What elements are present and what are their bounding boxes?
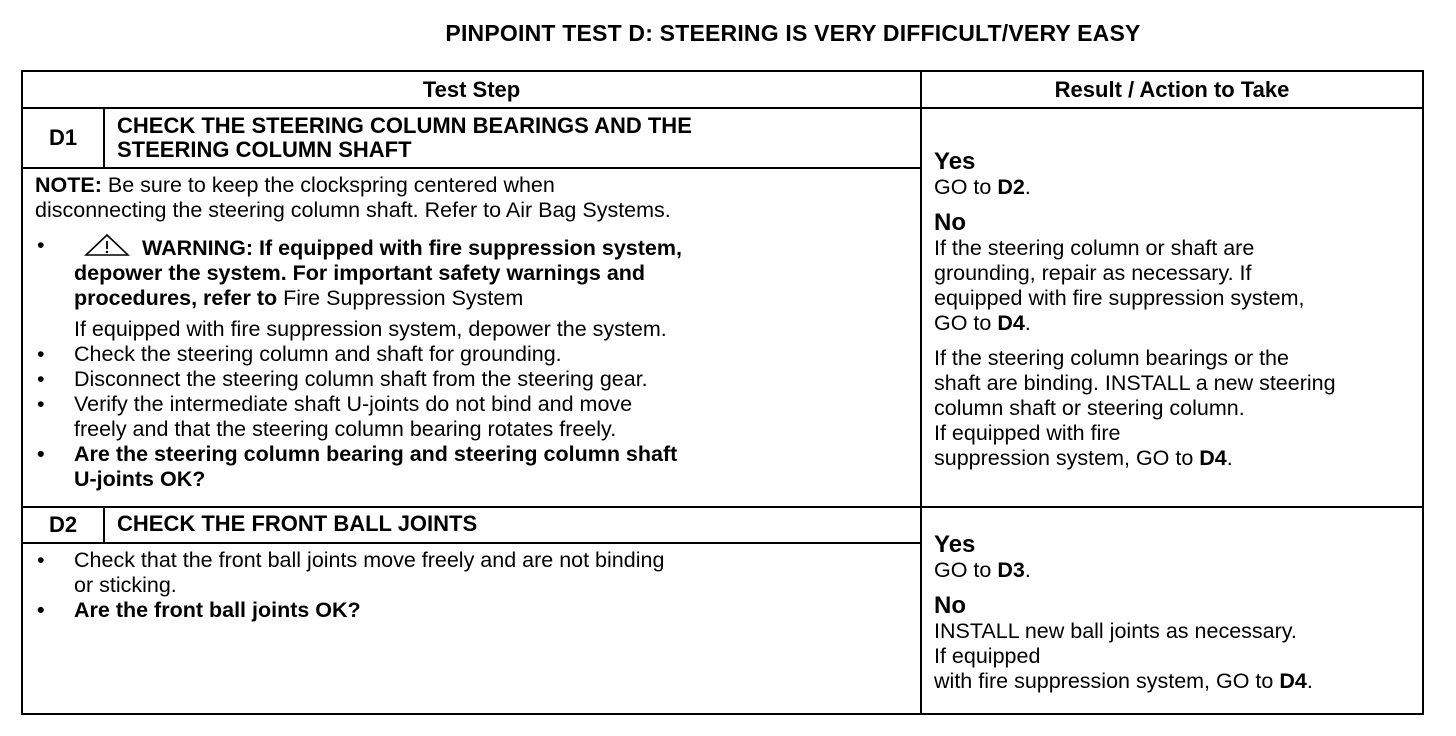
bullet: • bbox=[37, 367, 45, 391]
d1-no-label: No bbox=[934, 208, 967, 236]
d2-b1-line2: or sticking. bbox=[74, 573, 177, 597]
step-d2-result bbox=[921, 507, 1423, 714]
d1-warning-label: WARNING: bbox=[142, 236, 254, 260]
step-d1-title-line2: STEERING COLUMN SHAFT bbox=[117, 137, 412, 162]
d1-warning-bold1: If equipped with fire suppression system, bbox=[253, 236, 682, 260]
d2-yes-text: GO to bbox=[934, 557, 998, 582]
d1-no-l9 bbox=[934, 446, 1410, 471]
bullet: • bbox=[37, 598, 45, 622]
step-d2-content bbox=[22, 543, 921, 714]
page-title: PINPOINT TEST D: STEERING IS VERY DIFFICULT/VERY EASY bbox=[445, 20, 1141, 46]
bullet: • bbox=[37, 392, 45, 416]
d1-q-line2: U-joints OK? bbox=[74, 467, 206, 491]
d1-no-dot1: . bbox=[1024, 310, 1031, 335]
d1-note bbox=[35, 173, 908, 198]
d2-no-dot: . bbox=[1306, 668, 1313, 693]
d2-bullet-1 bbox=[35, 548, 908, 598]
d1-warning-bold3: procedures, refer to bbox=[74, 286, 278, 310]
d1-b1: Check the steering column and shaft for grounding. bbox=[74, 342, 562, 366]
d1-warning-action: If equipped with fire suppression system, depower the system. bbox=[74, 317, 667, 341]
d1-no-target2: D4 bbox=[1199, 445, 1227, 470]
header-result: Result / Action to Take bbox=[921, 71, 1423, 108]
d2-no-l1: INSTALL new ball joints as necessary. bbox=[934, 618, 1297, 643]
d1-b2: Disconnect the steering column shaft from the steering gear. bbox=[74, 367, 648, 391]
d1-bullet-1 bbox=[35, 342, 908, 367]
d1-warning-line3 bbox=[74, 286, 908, 311]
d2-no-l2: If equipped bbox=[934, 643, 1041, 668]
d1-no-goto: GO to bbox=[934, 310, 998, 335]
d1-note-line1: Be sure to keep the clockspring centered when bbox=[101, 173, 555, 197]
step-d1-result bbox=[921, 108, 1423, 507]
d1-no-dot2: . bbox=[1226, 445, 1233, 470]
d1-no-l5: If the steering column bearings or the bbox=[934, 345, 1289, 370]
bullet: • bbox=[37, 342, 45, 366]
bullet: • bbox=[37, 442, 45, 466]
d2-yes-label: Yes bbox=[934, 530, 976, 558]
d1-yes-target: D2 bbox=[997, 174, 1025, 199]
d2-q: Are the front ball joints OK? bbox=[74, 598, 361, 622]
d1-yes-action bbox=[934, 175, 1410, 200]
step-d2-title: CHECK THE FRONT BALL JOINTS bbox=[104, 507, 921, 543]
step-d1-content bbox=[22, 168, 921, 507]
d1-no-l4 bbox=[934, 311, 1410, 336]
d1-note-line2: disconnecting the steering column shaft. Refer to Air Bag Systems. bbox=[35, 198, 671, 222]
d1-note-label: NOTE: bbox=[35, 173, 102, 197]
d1-no-l6: shaft are binding. INSTALL a new steering bbox=[934, 370, 1336, 395]
d1-no-l7: column shaft or steering column. bbox=[934, 395, 1245, 420]
d1-yes-end: . bbox=[1024, 174, 1031, 199]
d1-bullet-2 bbox=[35, 367, 908, 392]
d2-question bbox=[35, 598, 908, 623]
d1-b3-line2: freely and that the steering column bearing rotates freely. bbox=[74, 417, 617, 441]
d1-yes-label: Yes bbox=[934, 147, 976, 175]
d2-no-goto: with fire suppression system, GO to bbox=[934, 668, 1280, 693]
d1-no-l8: If equipped with fire bbox=[934, 420, 1121, 445]
step-id-d1: D1 bbox=[22, 108, 104, 168]
d2-b1-line1: Check that the front ball joints move freely and are not binding bbox=[74, 548, 665, 572]
d1-warning-ref: Fire Suppression System bbox=[277, 286, 524, 310]
d1-warning-item bbox=[35, 233, 908, 342]
d2-no-label: No bbox=[934, 591, 967, 619]
d1-warning-line1 bbox=[74, 233, 908, 261]
d1-no-l3: equipped with fire suppression system, bbox=[934, 285, 1305, 310]
d1-no-goto2: suppression system, GO to bbox=[934, 445, 1200, 470]
d1-no-target1: D4 bbox=[997, 310, 1025, 335]
d1-question bbox=[35, 442, 908, 492]
d1-yes-text: GO to bbox=[934, 174, 998, 199]
d1-bullet-3 bbox=[35, 392, 908, 442]
step-d2-title-row bbox=[22, 507, 1423, 543]
step-d1-title-row bbox=[22, 108, 1423, 168]
pinpoint-test-table bbox=[21, 70, 1424, 715]
d2-yes-action bbox=[934, 558, 1410, 583]
d2-yes-target: D3 bbox=[997, 557, 1025, 582]
d1-warning-line2: depower the system. For important safety warnings and bbox=[74, 261, 646, 285]
step-id-d2: D2 bbox=[22, 507, 104, 543]
d2-no-l3 bbox=[934, 669, 1410, 694]
d1-no-l2: grounding, repair as necessary. If bbox=[934, 260, 1252, 285]
step-d1-title-line1: CHECK THE STEERING COLUMN BEARINGS AND THE bbox=[117, 113, 692, 138]
bullet: • bbox=[37, 548, 45, 572]
d1-b3-line1: Verify the intermediate shaft U-joints do not bind and move bbox=[74, 392, 633, 416]
warning-triangle-icon bbox=[84, 233, 130, 257]
d2-yes-dot: . bbox=[1024, 557, 1031, 582]
bullet: • bbox=[37, 233, 45, 257]
d1-q-line1: Are the steering column bearing and steering column shaft bbox=[74, 442, 678, 466]
header-test-step: Test Step bbox=[22, 71, 921, 108]
d1-no-l1: If the steering column or shaft are bbox=[934, 235, 1255, 260]
step-d1-title bbox=[104, 108, 921, 168]
table-header-row bbox=[22, 71, 1423, 108]
d2-no-target: D4 bbox=[1279, 668, 1307, 693]
